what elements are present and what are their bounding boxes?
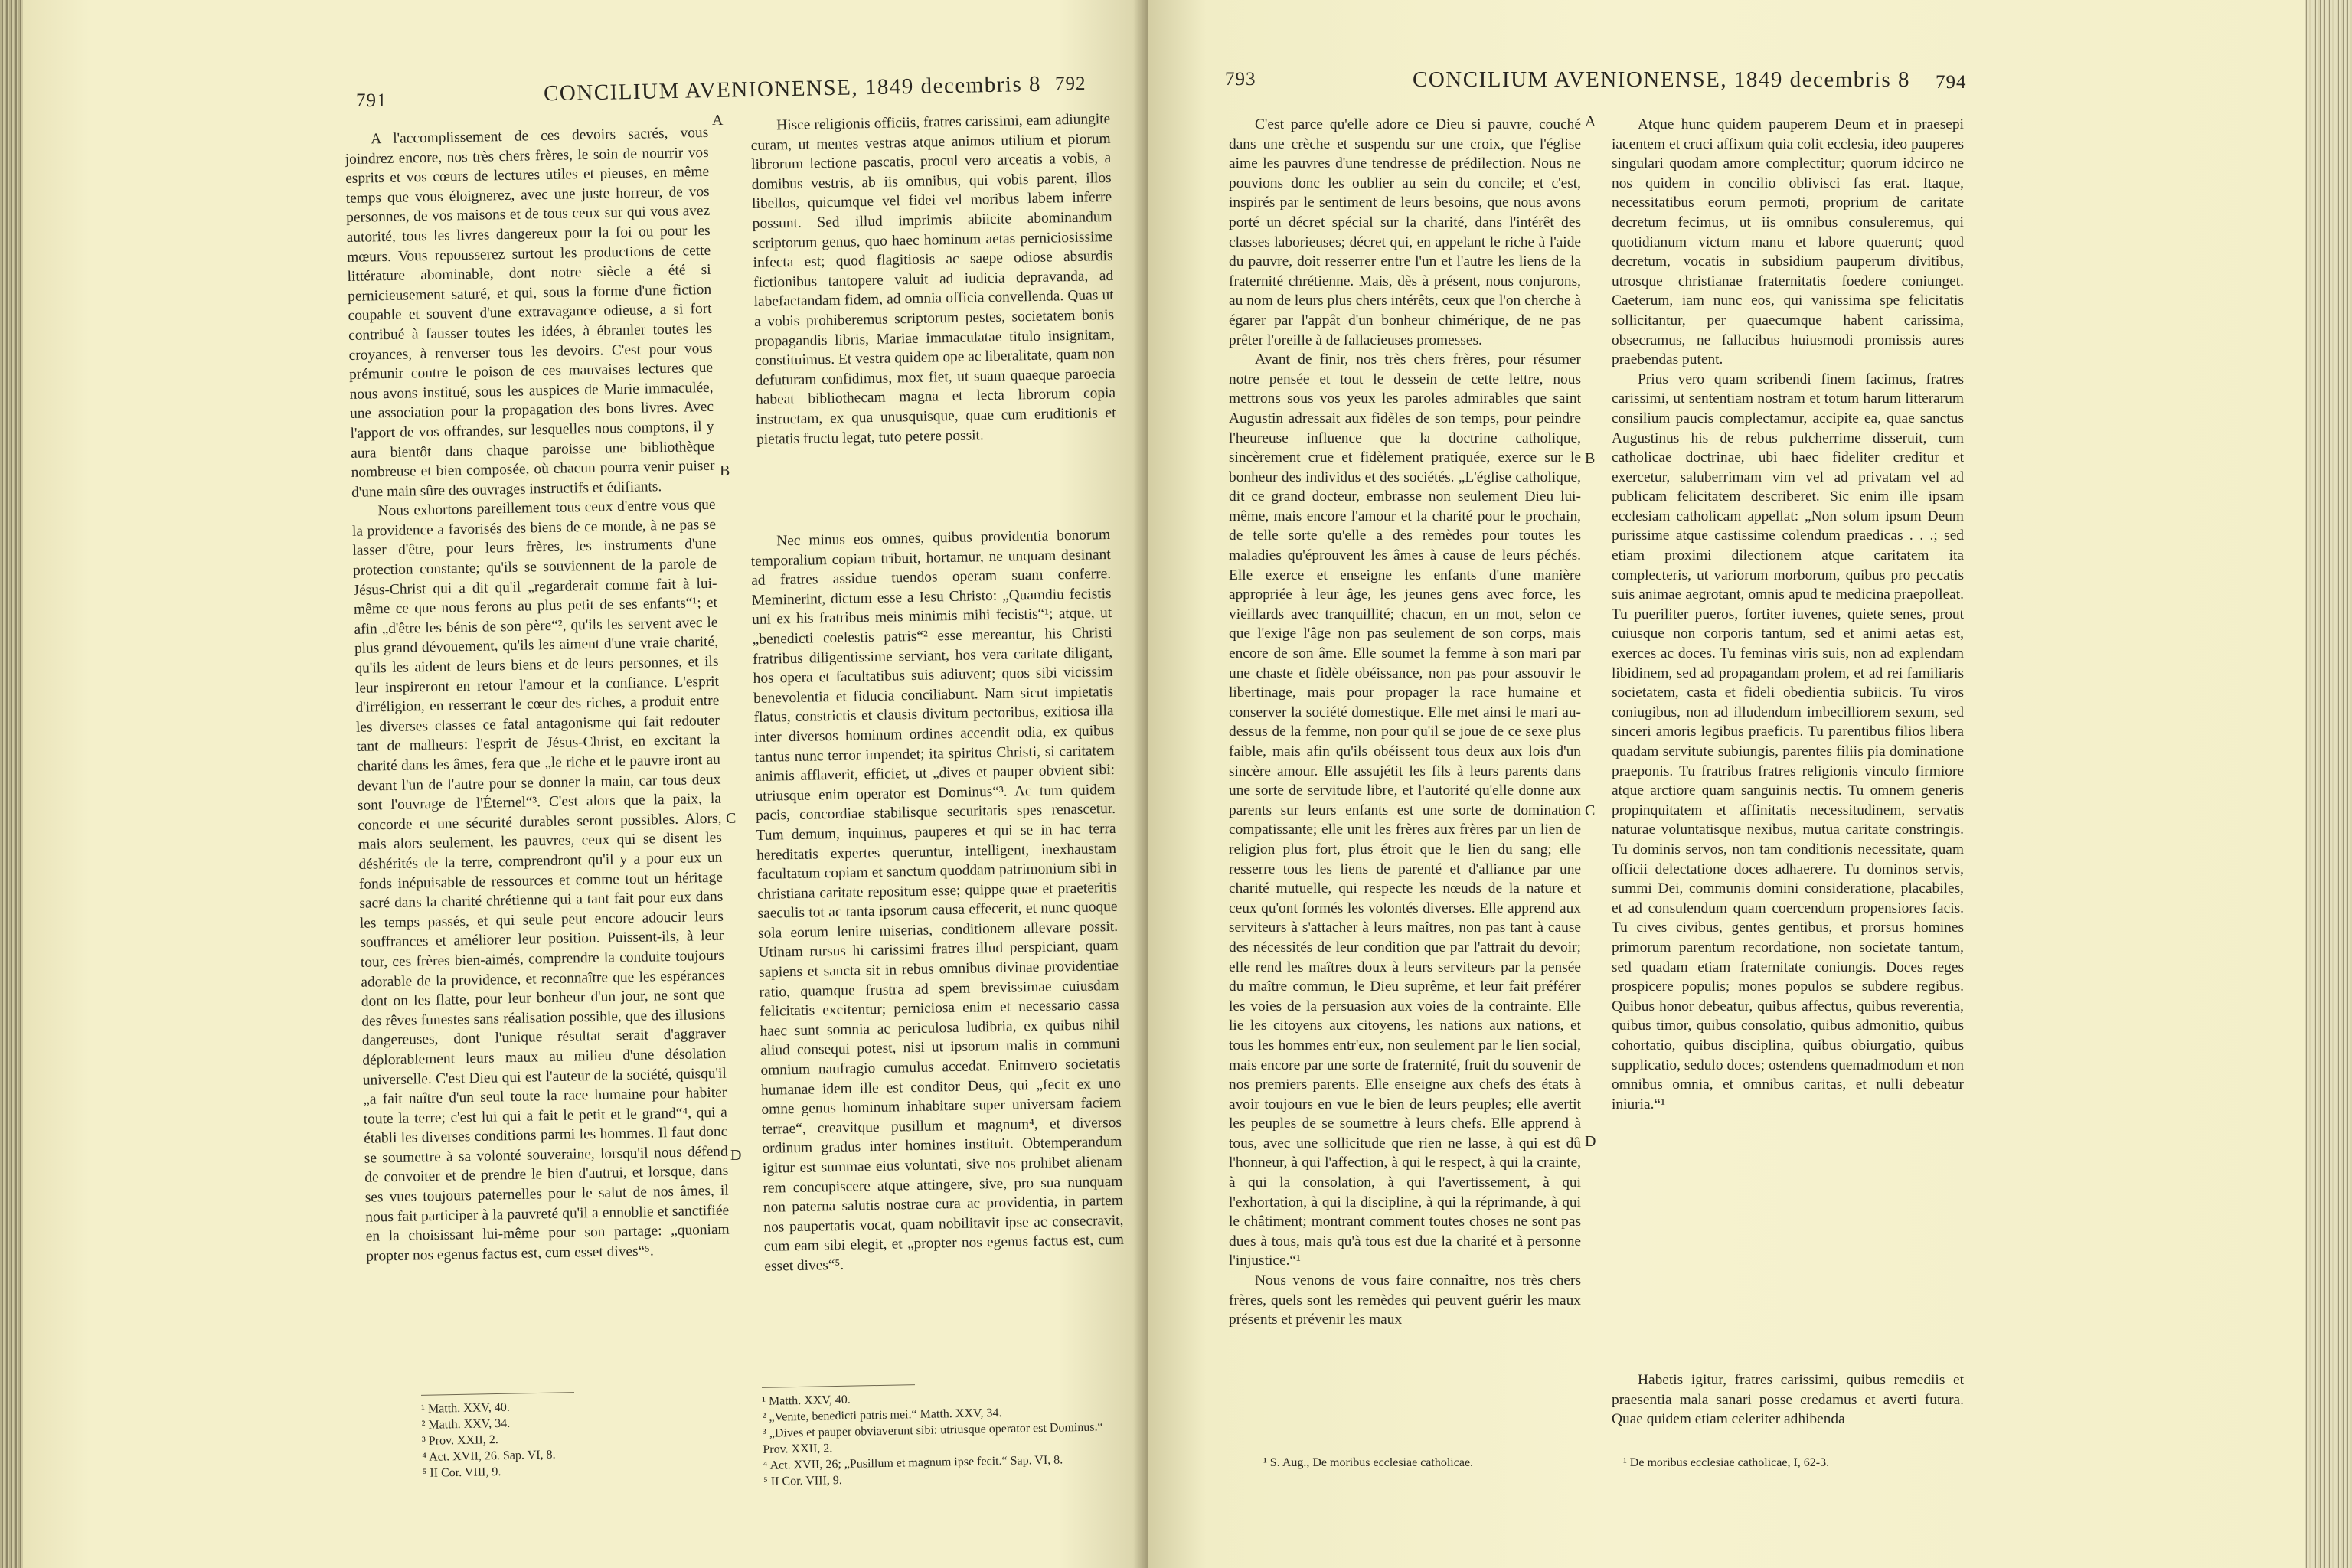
left-page-number-outer: 791 (356, 90, 387, 111)
margin-marker-b: B (1585, 450, 1596, 467)
left-latin-para-2: Nec minus eos omnes, quibus providentia bonorum temporalium copiam tribuit, hortamur, ne unquam desinant ad fratres assidue tuendos operam suam conferre. Meminerint, dictum esse a Iesu Christo: „Quamdiu fecistis uni ex his fratribus meis minimis mihi fecistis“¹; atque, ut „benedicti coelestis patris“² esse mereantur, his Christi fratribus diligentissime serviant, hos vera caritate diligant, hos opera et facultatibus suis adiuvent; quos sibi vicissim benevolentia et fiducia conciliabunt. Nam sicut impietatis flatus, constrictis et clausis divitum pectoribus, exitiosa illa inter diversos hominum ordines accendit odia, ex quibus tantus nunc terror impendet; ita spiritus Christi, si caritatem animis afflaverit, efficiet, ut „dives et pauper obvient sibi: utriusque enim operator est Dominus“³. Ac tum quidem pacis, concordiae stabilisque securitatis spes renascetur. Tum demum, inquimus, pauperes et qui se in hac terra hereditatis expertes queruntur, intelligent, inexhaustam facultatum copiam et sanctum quoddam patrimonium sibi in christiana caritate repositum esse; quippe quae et praeteritis saeculis tot ac tanta ipsorum causa effecerit, et nunc quoque sola eorum lenire miserias, conditionem allevare possit. Utinam rursus hi carissimi fratres illud perspiciant, quam sapiens et sancta sit in rebus omnibus divinae providentiae ratio, quamque frustra ad spem brevissimae cuiusdam felicitatis excitentur; perniciosa enim et necessario cassa haec sunt somnia ac periculosa ludibria, ex quibus nihil aliud consequi potest, nisi ut ipsorum malis in communi omnium naufragio cumulus accedat. Enimvero societatis humanae idem ille est conditor Deus, qui „fecit ex uno omne genus hominum inhabitare super universam faciem terrae“, creavitque pusillum et magnum⁴, et diversos ordinum gradus inter homines instituit. Obtemperandum igitur est summae eius voluntati, sive nos prohibet alienam rem concupiscere atque attingere, sive, pro sua nunquam non paterna salutis nostrae cura ac providentia, in partem nos paupertatis vocat, quam nobilitavit ipse ac consecravit, cum eam sibi elegit, et „propter nos egenus factus est, cum esset dives“⁵. (750, 526, 1125, 1275)
footnote-3: ³ „Dives et pauper obviaverunt sibi: utriusque operator est Dominus.“ Prov. XXII, 2. (762, 1420, 1103, 1456)
left-french-footnotes (421, 1395, 729, 1481)
right-page-header (1148, 66, 2305, 112)
footnote-5: ⁵ II Cor. VIII, 9. (422, 1465, 501, 1480)
left-latin-footnotes (762, 1387, 1123, 1490)
right-page-number-inner: 793 (1225, 69, 1256, 90)
footnote-4: ⁴ Act. XVII, 26; „Pusillum et magnum ipse fecit.“ Sap. VI, 8. (763, 1453, 1063, 1472)
right-latin-column (1612, 115, 1964, 1114)
footnote-1: ¹ Matth. XXV, 40. (421, 1400, 510, 1416)
right-french-footnotes (1263, 1455, 1585, 1471)
footnote-4: ⁴ Act. XVII, 26. Sap. VI, 8. (422, 1448, 556, 1464)
right-page-number-outer: 794 (1936, 72, 1967, 93)
left-latin-footnote-rule (762, 1384, 915, 1388)
left-latin-column-bottom (750, 525, 1125, 1276)
left-latin-column-top (750, 109, 1116, 449)
footnote-1: ¹ De moribus ecclesiae catholicae, I, 62-3. (1623, 1456, 1830, 1469)
left-page-header (23, 66, 1148, 112)
footnote-3: ³ Prov. XXII, 2. (421, 1433, 498, 1448)
footnote-2: ² „Venite, benedicti patris mei.“ Matth. XXV, 34. (762, 1406, 1002, 1424)
right-page (1148, 0, 2305, 1568)
right-french-column (1229, 115, 1581, 1330)
margin-marker-d: D (1585, 1133, 1596, 1150)
left-french-column (345, 123, 730, 1266)
left-page-number-inner: 792 (1055, 74, 1086, 94)
right-latin-column-bottom (1612, 1370, 1964, 1429)
footnote-5: ⁵ II Cor. VIII, 9. (763, 1474, 842, 1488)
left-page (23, 0, 1148, 1568)
right-latin-para-2: Prius vero quam scribendi finem facimus, fratres carissimi, ut sententiam nostram et totum harum litterarum consilium paucis complectamur, accipite ea, quae sanctus Augustinus his de rebus pulcherrime disseruit, cum catholicae doctrinae, ubi haec fideliter creditur et exercetur, saluberrimam vim vel ad privatam vel ad publicam felicitatem describeret. Sic enim ille ipsam ecclesiam catholicam appellat: „Non solum ipsum Deum purissime atque castissime colendum praedicas . . .; sed etiam proximi dilectionem atque caritatem ita complecteris, ut variorum morborum, quibus pro peccatis suis animae aegrotant, omnis apud te medicina praepolleat. Tu pueriliter pueros, fortiter iuvenes, quiete senes, prout cuiusque non corporis tantum, sed et animi aetas est, exerces ac doces. Tu feminas viris suis, non ad explendam libidinem, sed ad propagandam prolem, et ad rei familiaris societatem, casta et fideli obedientia subiicis. Tu viros coniugibus, non ad illudendum imbecilliorem sexum, sed sinceri amoris legibus praeficis. Tu parentibus filios libera quadam servitute subiungis, parentes filiis pia dominatione praeponis. Tu fratribus fratres religionis vinculo firmiore atque arctiore quam sanguinis nectis. Tu omnem generis propinquitatem et affinitatis necessitudinem, servatis naturae voluntatisque nexibus, mutua caritate constringis. Tu dominis servos, non tam conditionis necessitate, quam officii delectatione doces adhaerere. Tu dominos servis, summi Dei, communis domini consideratione, placabiles, et ad consulendum quam coercendum propensiores facis. Tu cives civibus, gentes gentibus, et prorsus homines primorum parentum recordatione, non societate tantum, sed quadam etiam fraternitate coniungis. Doces reges prospicere populis; mones populos se subdere regibus. Quibus honor debeatur, quibus affectus, quibus reverentia, quibus timor, quibus consolatio, quibus admonitio, quibus cohortatio, quibus disciplina, quibus obiurgatio, quibus supplicatio, sedulo doces; ostendens quemadmodum et non omnibus omnia, et omnibus caritas, et nulli debeatur iniuria.“¹ (1612, 371, 1964, 1112)
margin-marker-d: D (730, 1147, 742, 1164)
page-stack-right-edge (2305, 0, 2352, 1568)
footnote-1: ¹ Matth. XXV, 40. (762, 1393, 851, 1408)
right-french-para-3: Nous venons de vous faire connaître, nos très chers frères, quels sont les remèdes qui peuvent guérir les maux présents et prévenir les maux (1229, 1272, 1581, 1328)
right-french-para-1: C'est parce qu'elle adore ce Dieu si pauvre, couché dans une crèche et suspendu sur une croix, que l'église aime les pauvres d'une tendresse de prédilection. Nous ne pouvions donc les oublier au sein du concile; et c'est, inspirés par le sentiment de leurs besoins, que nous avons porté un décret spécial sur la charité, dans l'intérêt des classes laborieuses; décret qui, en appelant le riche à l'aide du pauvre, doit resserrer entre l'un et l'autre les liens de la fraternité chrétienne. Mais, dès à présent, nous conjurons, au nom de leurs plus chers intérêts, ceux que l'on cherche à égarer par l'appât d'un bonheur chimérique, de ne pas prêter l'oreille à de fallacieuses promesses. (1229, 116, 1581, 348)
footnote-2: ² Matth. XXV, 34. (421, 1416, 511, 1432)
right-french-para-2: Avant de finir, nos très chers frères, pour résumer notre pensée et tout le dessein de cette lettre, nous mettrons sous vos yeux les paroles admirables que saint Augustin adressait aux fidèles de son temps, pour peindre l'heureuse influence que la doctrine catholique, sincèrement crue et fidèlement pratiquée, exerce sur le bonheur des individus et des sociétés. „L'église catholique, dit ce grand docteur, embrasse non seulement Dieu lui-même, mais encore l'amour et la charité pour le prochain, de telle sorte qu'elle a des remèdes pour toutes les maladies qu'éprouvent les âmes à cause de leurs péchés. Elle exerce et enseigne les enfants d'une manière appropriée à leur âge, les jeunes gens avec force, les vieillards avec tranquillité; chacun, en un mot, selon ce que l'exige l'âge non pas seulement de son corps, mais encore de son âme. Elle soumet la femme à son mari par une chaste et fidèle obéissance, non pas pour assouvir le libertinage, mais pour propager la race humaine et conserver la société domestique. Elle met ainsi le mari au-dessus de la femme, non pour qu'il se joue de ce sexe plus faible, mais afin qu'ils obéissent tous deux aux lois d'un sincère amour. Elle assujétit les fils à leurs parents dans une sorte de servitude libre, et l'autorité qu'elle donne aux parents sur leurs enfants est une sorte de domination compatissante; elle unit les frères aux frères par un lien de religion plus fort, plus étroit que le lien du sang; elle resserre tous les liens de parenté et d'alliance par une charité mutuelle, qui respecte les nœuds de la nature et ceux qu'ont formés les volontés diverses. Elle apprend aux serviteurs à s'attacher à leurs maîtres, non pas tant à cause des nécessités de leur condition que par l'attrait du devoir; elle rend les maîtres doux à leurs serviteurs par la pensée du maître commun, le Dieu suprême, et leur fait préférer les voies de la persuasion aux voies de la contrainte. Elle lie les citoyens aux citoyens, les nations aux nations, et tous les hommes entr'eux, non seulement par le lien social, mais encore par une sorte de fraternité, fruit du souvenir de nos premiers parents. Elle enseigne aux chefs des états à avoir toujours en vue le bien de leurs peuples; elle avertit les peuples de se soumettre à leurs chefs. Elle apprend à tous, avec une sollicitude que rien ne lasse, à qui est dû l'honneur, à qui l'affection, à qui le respect, à qui la crainte, à qui la consolation, à qui l'avertissement, à qui l'exhortation, à qui la discipline, à qui la réprimande, à qui le châtiment; montrant comment toutes choses ne sont pas dues à tous, mais qu'à tous est due la charité et à personne l'injustice.“¹ (1229, 351, 1581, 1269)
page-stack-left-edge (0, 0, 23, 1568)
left-latin-para-1: Hisce religionis officiis, fratres carissimi, eam adiungite curam, ut mentes vestras atque animos utilium et piorum librorum lectione pascatis, procul vero arceatis a vobis, a domibus vestris, ab iis omnibus, qui vobis parent, illos libellos, quicumque vel fidei vel moribus labem inferre possunt. Sed illud imprimis abiicite abominandum scriptorum genus, quo haec hominum aetas perniciosissime infecta est; quod flagitiosis ac saepe odiose absurdis fictionibus tantopere valuit ad iudicia depravanda, ad labefactandam fidem, ad omnia officia convellenda. Quas ut a vobis prohiberemus scriptorum pestes, societatem bonis propagandis libris, Mariae immaculatae titulo insignitam, constituimus. Et vestra quidem ope ac liberalitate, quam non defuturam confidimus, mox fiet, ut suam quaeque paroecia habeat bibliothecam magna et lecta librorum copia instructam, ex qua unusquisque, quae cum eruditionis et pietatis fructu legat, tuto petere possit. (750, 110, 1116, 448)
right-latin-para-3: Habetis igitur, fratres carissimi, quibus remediis et praesentia mala sanari posse credamus et averti futura. Quae quidem etiam celeriter adhibenda (1612, 1372, 1964, 1428)
left-french-para-2: Nous exhortons pareillement tous ceux d'entre vous que la providence a favorisés des biens de ce monde, à ne pas se lasser d'être, pour leurs frères, les instruments d'une protection constante; qu'ils se souviennent de la parole de Jésus-Christ qui a dit qu'il „regarderait comme fait à lui-même ce que nous ferons au plus petit de ses enfants“¹; et afin „d'être les bénis de son père“², qu'ils les servent avec le plus grand dévouement, qu'ils les aiment d'une vraie charité, qu'ils les aident de leurs biens et de leurs personnes, et ils leur inspireront en retour l'amour et la confiance. L'esprit d'irréligion, en resserrant le cœur des riches, a produit entre les diverses classes ce fatal antagonisme qui fait redouter tant de malheurs: l'esprit de Jésus-Christ, en excitant la charité dans les âmes, fera que „le riche et le pauvre iront au devant l'un de l'autre pour se donner la main, car tous deux sont l'ouvrage de l'Éternel“³. C'est alors que la paix, la concorde et une sécurité durables seront possibles. Alors, mais alors seulement, les pauvres, ceux qui se disent les déshérités de la terre, comprendront qu'il y a pour eux un fonds inépuisable de ressources et comme tout un héritage sacré dans la charité chrétienne qui a tant fait pour eux dans les temps passés, et qui seule peut encore adoucir leurs souffrances et améliorer leur position. Puissent-ils, à leur tour, ces frères bien-aimés, comprendre la conduite toujours adorable de la providence, et reconnaître que les espérances dont on les flatte, pour leur bonheur d'un jour, ne sont que des rêves funestes sans réalisation possible, que des illusions dangereuses, dont l'unique résultat serait d'aggraver déplorablement leurs maux au milieu d'une désolation universelle. C'est Dieu qui est l'auteur de la société, quisqu'il „a fait naître d'un seul toute la race humaine pour habiter toute la terre; c'est lui qui a fait le petit et le grand“⁴, qui a établi les diverses conditions parmi les hommes. Il faut donc se soumettre à sa volonté souveraine, lorsqu'il nous défend de convoiter et de prendre le bien d'autrui, et lorsque, dans ses vues toujours paternelles pour le salut de nos âmes, il nous fait participer à la pauvreté qu'il a ennoblie et sanctifiée en la choisissant lui-même pour son partage: „quoniam propter nos egenus factus est, cum esset dives“⁵. (351, 497, 730, 1265)
margin-marker-a: A (712, 112, 724, 129)
margin-marker-a: A (1585, 113, 1596, 130)
right-latin-footnotes (1623, 1455, 1960, 1471)
margin-marker-b: B (720, 462, 730, 479)
right-running-head: CONCILIUM AVENIONENSE, 1849 decembris 8 (1413, 67, 1910, 92)
right-latin-para-1: Atque hunc quidem pauperem Deum et in praesepi iacentem et cruci affixum quia colit ecclesia, ideo pauperes singulari quodam amore complectitur; quorum idcirco ne nos quidem in concilio oblivisci fas erat. Itaque, necessitatibus eorum permoti, proprium de caritate decretum fecimus, ut iis omnibus consuleremus, qui quotidianum victum manu et labore quaerunt; quod decretum, vocatis in subsidium pauperum divitibus, utrosque christianae fraternitatis foedere coniunget. Caeterum, iam nunc eos, qui vanissima spe felicitatis sollicitantur, per quaecumque habent carissima, obsecramus, ne fallacibus huiusmodi promissis aures praebendas putent. (1612, 116, 1964, 368)
left-french-para-1: A l'accomplissement de ces devoirs sacrés, vous joindrez encore, nos très chers frères, le soin de nourrir vos esprits et vos cœurs de lectures utiles et pieuses, en même temps que vous éloignerez, avec une juste horreur, de vos personnes, de vos maisons et de tous ceux sur qui vous avez autorité, tous les livres dangereux pour la foi ou pour les mœurs. Vous repousserez surtout les productions de cette littérature abominable, dont notre siècle a été si pernicieusement saturé, et qui, sous la forme d'une fiction coupable et souvent d'une extravagance odieuse, a si fort contribué à fausser toutes les idées, à ébranler toutes les croyances, à renverser tous les devoirs. C'est pour vous prémunir contre le poison de ces mauvaises lectures que nous avons institué, sous les auspices de Marie immaculée, une association pour la propagation des bons livres. Avec l'apport de vos offrandes, sur lesquelles nous comptons, il y aura bientôt dans chaque paroisse une bibliothèque nombreuse et bien composée, où chacun pourra venir puiser d'une main sûre des ouvrages instructifs et édifiants. (345, 124, 715, 501)
left-running-head: CONCILIUM AVENIONENSE, 1849 decembris 8 (543, 71, 1042, 106)
left-french-footnote-rule (421, 1392, 574, 1396)
footnote-1: ¹ S. Aug., De moribus ecclesiae catholicae. (1263, 1456, 1474, 1469)
margin-marker-c: C (1585, 802, 1596, 819)
margin-marker-c: C (726, 810, 737, 827)
